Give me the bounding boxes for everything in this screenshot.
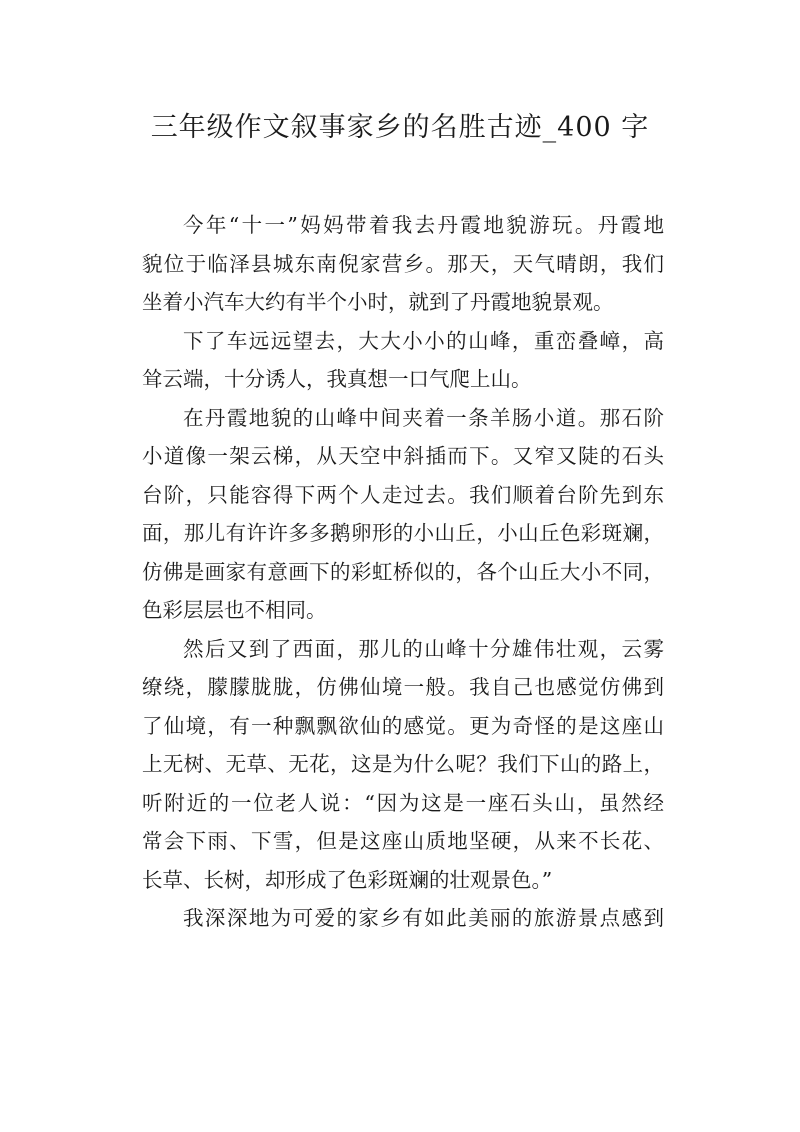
text-line: 缭绕，朦朦胧胧，仿佛仙境一般。我自己也感觉仿佛到	[142, 675, 664, 699]
text-line: 我深深地为可爱的家乡有如此美丽的旅游景点感到	[183, 906, 664, 930]
text-line: 上无树、无草、无花，这是为什么呢？我们下山的路上，	[142, 752, 664, 776]
text-line: 坐着小汽车大约有半个小时，就到了丹霞地貌景观。	[142, 290, 614, 314]
document-body	[142, 206, 664, 938]
text-line: 听附近的一位老人说：“因为这是一座石头山，虽然经	[142, 790, 664, 815]
paragraph	[142, 630, 664, 900]
text-line: 色彩层层也不相同。	[142, 598, 327, 622]
document-title: 三年级作文叙事家乡的名胜古迹_400 字	[150, 112, 650, 143]
text-line: 台阶，只能容得下两个人走过去。我们顺着台阶先到东	[142, 482, 664, 507]
text-line: 今年“十一”妈妈带着我去丹霞地貌游玩。丹霞地	[183, 213, 664, 237]
text-line: 在丹霞地貌的山峰中间夹着一条羊肠小道。那石阶	[183, 405, 664, 430]
text-line: 然后又到了西面，那儿的山峰十分雄伟壮观，云雾	[183, 636, 664, 661]
paragraph	[142, 322, 664, 399]
text-line: 面，那儿有许许多多鹅卵形的小山丘，小山丘色彩斑斓，	[142, 521, 664, 545]
text-line: 下了车远远望去，大大小小的山峰，重峦叠嶂，高	[183, 328, 664, 353]
text-line: 小道像一架云梯，从天空中斜插而下。又窄又陡的石头	[142, 444, 664, 468]
text-line: 貌位于临泽县城东南倪家营乡。那天，天气晴朗，我们	[142, 251, 664, 276]
text-line: 了仙境，有一种飘飘欲仙的感觉。更为奇怪的是这座山	[142, 713, 664, 738]
paragraph	[142, 399, 664, 630]
text-line: 仿佛是画家有意画下的彩虹桥似的，各个山丘大小不同，	[142, 559, 664, 584]
text-line: 耸云端，十分诱人，我真想一口气爬上山。	[142, 367, 532, 391]
paragraph	[142, 899, 664, 938]
paragraph	[142, 206, 664, 322]
text-line: 长草、长树，却形成了色彩斑斓的壮观景色。”	[142, 867, 553, 892]
text-line: 常会下雨、下雪，但是这座山质地坚硬，从来不长花、	[142, 829, 664, 853]
